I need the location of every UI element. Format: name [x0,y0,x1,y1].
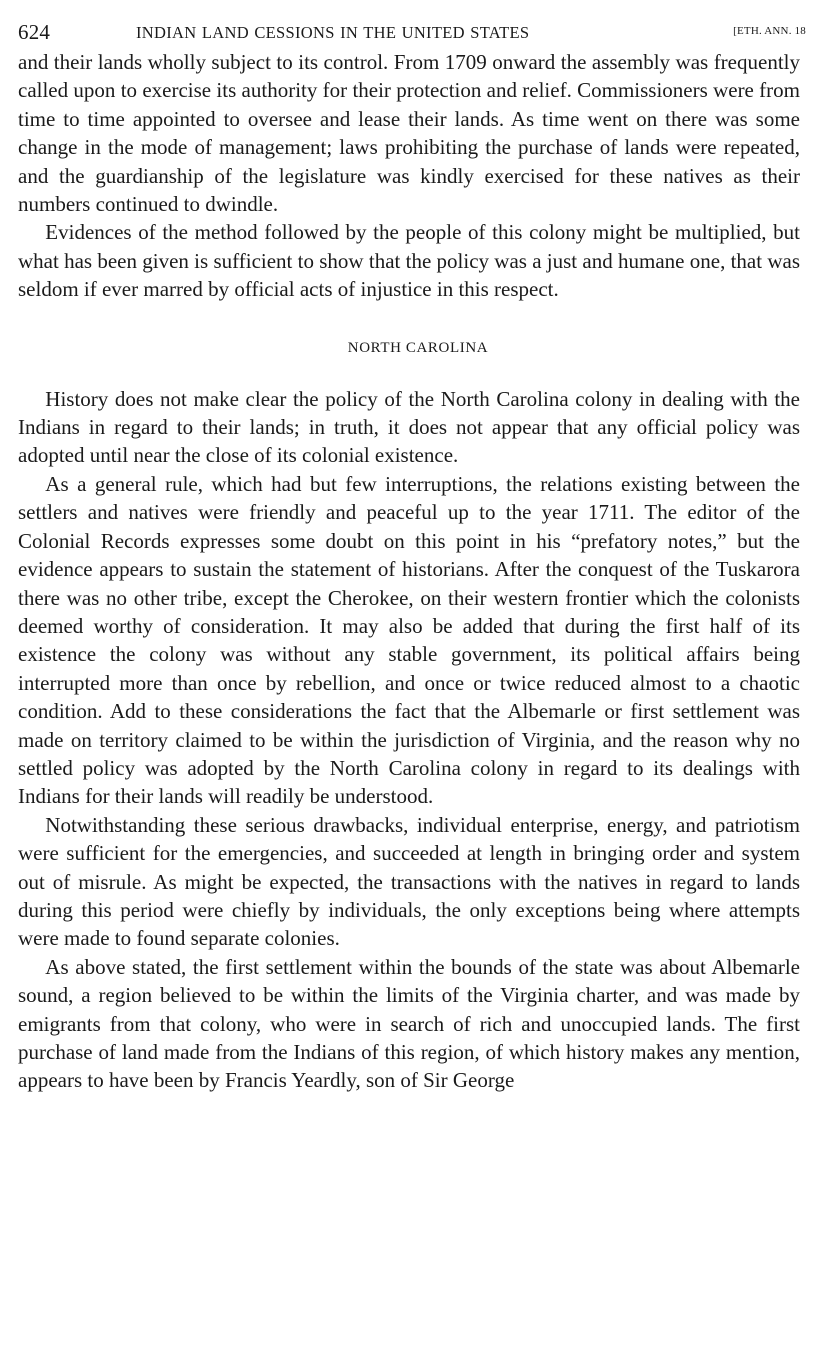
running-reference: [ETH. ANN. 18 [733,25,806,37]
section-heading: NORTH CAROLINA [347,339,489,356]
running-title: INDIAN LAND CESSIONS IN THE UNITED STATES [136,23,530,42]
paragraph: As above stated, the first settlement within the bounds of the state was about Albemarle sound, a region believed to be within the limits of the Virginia charter, and was made by emigrants from that colony, who were in search of rich and unoccupied lands. The first purchase of land made from the Indians of this region, of which history makes any mention, appears to have been by Francis Yeardly, son of Sir George [18,954,800,1093]
document-page [18,14,806,1095]
paragraph: Evidences of the method followed by the people of this colony might be multiplied, but what has been given is sufficient to show that the policy was a just and humane one, that was seldom if ever marred by official acts of injustice in this respect. [18,220,800,302]
page-number: 624 [18,20,51,44]
paragraph-continued: and their lands wholly subject to its control. From 1709 onward the assembly was frequently called upon to exercise its authority for their protection and relief. Commissioners were from time to time appointed to oversee and lease their lands. As time went on there was some change in the mode of management; laws prohibiting the purchase of lands were repeated, and the guardianship of the legislature was kindly exercised for these natives as their numbers continued to dwindle. [18,50,800,217]
body-text [18,48,800,1095]
running-head [18,14,806,48]
paragraph: Notwithstanding these serious drawbacks, individual enterprise, energy, and patriotism were sufficient for the emergencies, and succeeded at length in bringing order and system out of misrule. As might be expected, the transactions with the natives in regard to lands during this period were chiefly by individuals, the only exceptions being where attempts were made to found separate colonies. [18,812,800,951]
paragraph: History does not make clear the policy of the North Carolina colony in dealing with the Indians in regard to their lands; in truth, it does not appear that any official policy was adopted until near the close of its colonial existence. [18,386,800,468]
paragraph: As a general rule, which had but few interruptions, the relations existing between the settlers and natives were friendly and peaceful up to the year 1711. The editor of the Colonial Records expresses some doubt on this point in his “prefatory notes,” but the evidence appears to sustain the statement of historians. After the conquest of the Tuskarora there was no other tribe, except the Cherokee, on their western frontier which the colonists deemed worthy of consideration. It may also be added that during the first half of its existence the colony was without any stable government, its political affairs being interrupted more than once by rebellion, and once or twice reduced almost to a chaotic condition. Add to these considerations the fact that the Albemarle or first settlement was made on territory claimed to be within the jurisdiction of Virginia, and the reason why no settled policy was adopted by the North Carolina colony in regard to its dealings with Indians for their lands will readily be understood. [18,471,800,809]
